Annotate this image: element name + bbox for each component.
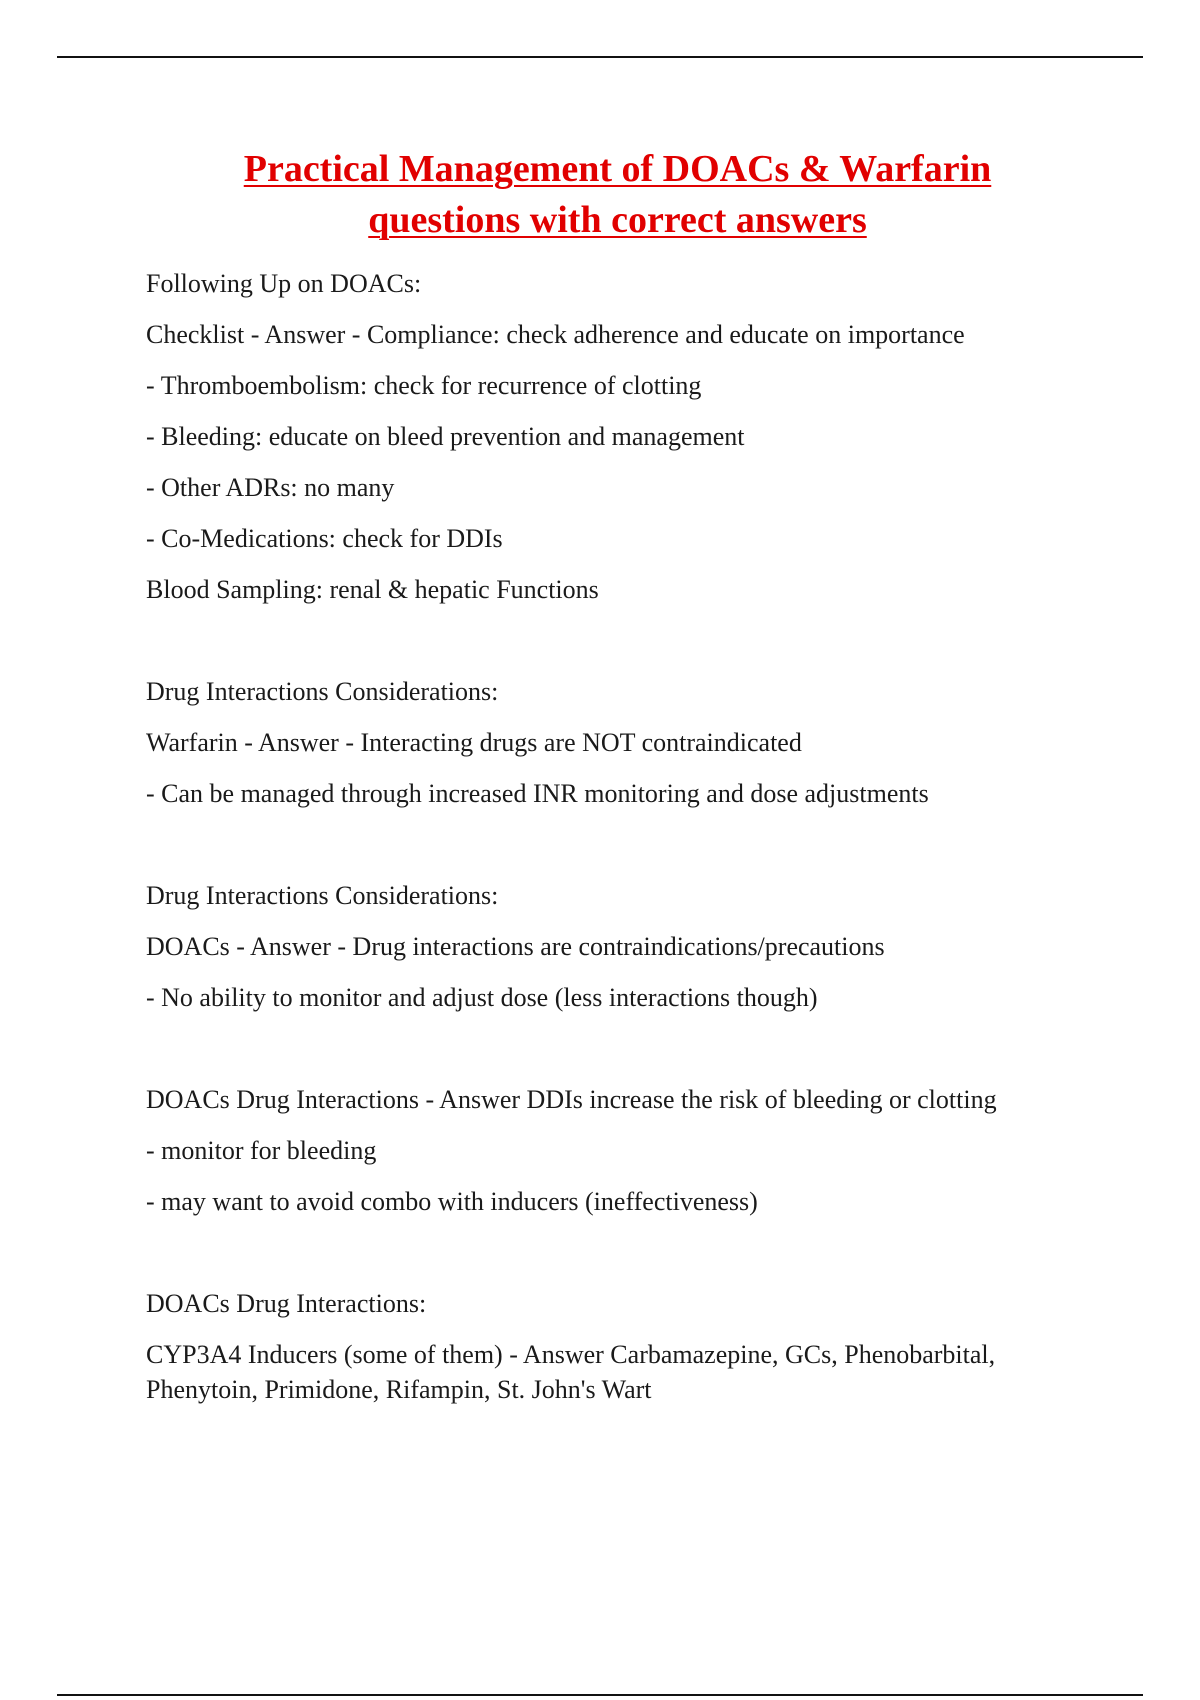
title-line-2: questions with correct answers [368, 199, 867, 241]
page-title [150, 144, 1085, 246]
top-divider [57, 56, 1143, 58]
paragraph-gap [146, 1023, 1106, 1074]
bottom-divider [57, 1694, 1143, 1696]
paragraph-gap [146, 615, 1106, 666]
document-body [146, 258, 1106, 1407]
qa-answer-line: DOACs Drug Interactions - Answer DDIs increase the risk of bleeding or clotting [146, 1085, 997, 1114]
section-heading: Drug Interactions Considerations: [146, 677, 499, 706]
section-heading: DOACs Drug Interactions: [146, 1289, 427, 1318]
text-line: - Other ADRs: no many [146, 473, 395, 502]
qa-answer-line: CYP3A4 Inducers (some of them) - Answer Carbamazepine, GCs, Phenobarbital, Phenytoin, Primidone, Rifampin, St. John's Wart [146, 1340, 996, 1404]
paragraph-gap [146, 819, 1106, 870]
text-line: - Thromboembolism: check for recurrence of clotting [146, 371, 702, 400]
text-line: - monitor for bleeding [146, 1136, 377, 1165]
paragraph-gap [146, 1227, 1106, 1278]
text-line: - may want to avoid combo with inducers (ineffectiveness) [146, 1187, 758, 1216]
section-heading: Following Up on DOACs: [146, 269, 422, 298]
text-line: Blood Sampling: renal & hepatic Functions [146, 575, 599, 604]
text-line: - Bleeding: educate on bleed prevention and management [146, 422, 745, 451]
qa-answer-line: Checklist - Answer - Compliance: check adherence and educate on importance [146, 320, 965, 349]
text-line: - Can be managed through increased INR monitoring and dose adjustments [146, 779, 929, 808]
text-line: - No ability to monitor and adjust dose (less interactions though) [146, 983, 818, 1012]
section-heading: Drug Interactions Considerations: [146, 881, 499, 910]
text-line: - Co-Medications: check for DDIs [146, 524, 503, 553]
qa-answer-line: DOACs - Answer - Drug interactions are contraindications/precautions [146, 932, 885, 961]
qa-answer-line: Warfarin - Answer - Interacting drugs are NOT contraindicated [146, 728, 802, 757]
title-line-1: Practical Management of DOACs & Warfarin [243, 148, 992, 190]
